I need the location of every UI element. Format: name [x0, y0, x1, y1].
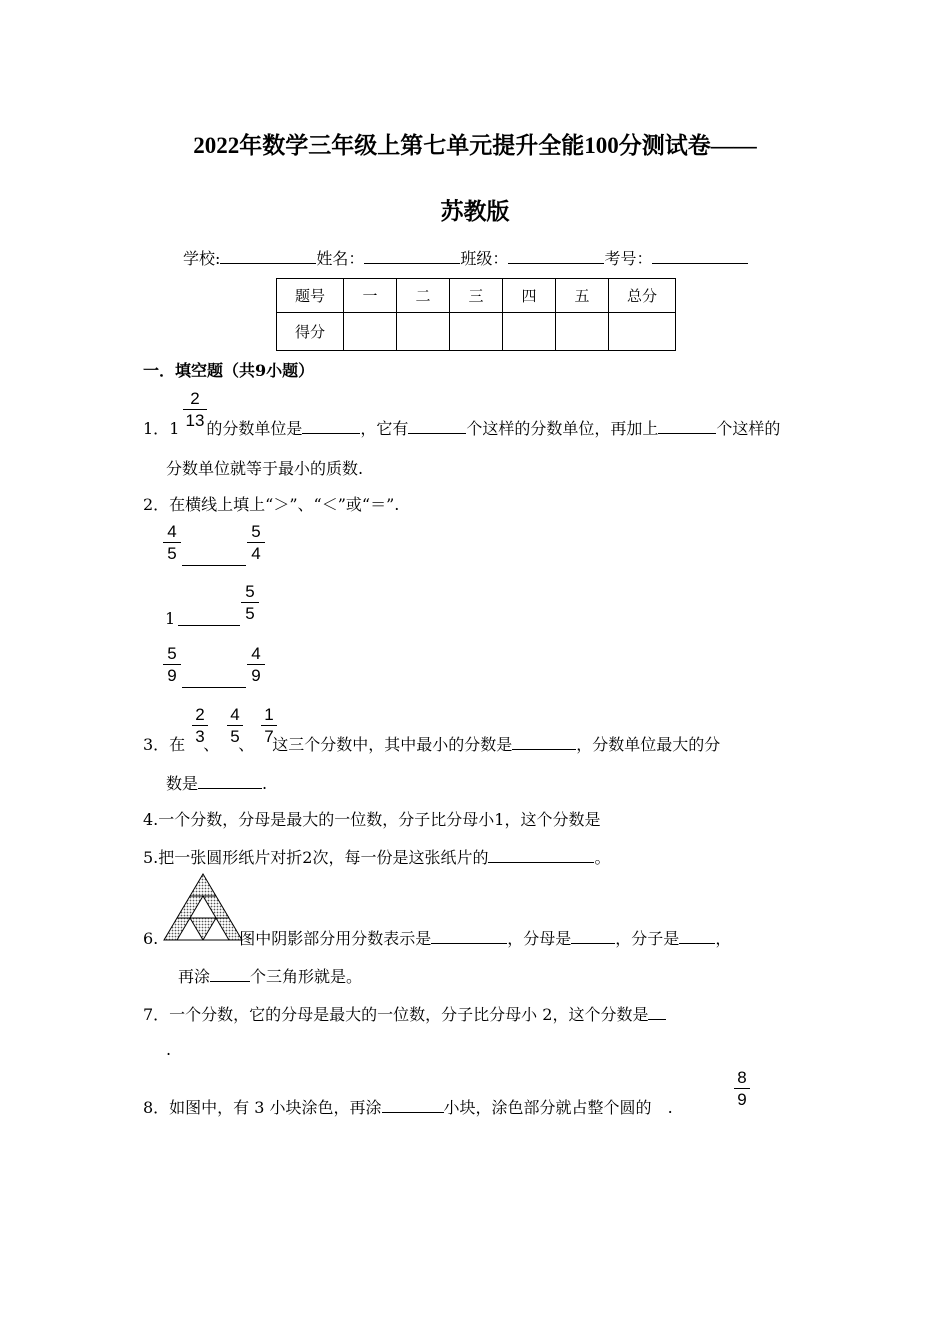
q1-blank1[interactable]: [302, 417, 360, 434]
q8-blank[interactable]: [382, 1096, 444, 1113]
q2-row1-right-fraction: [247, 522, 265, 563]
numerator: 4: [230, 705, 240, 724]
q3-prefix: 3．在: [143, 735, 186, 754]
name-label: 姓名：: [316, 249, 365, 268]
number-field[interactable]: [652, 247, 748, 264]
q6-prefix: 6.: [143, 929, 159, 948]
denominator: 7: [264, 727, 274, 746]
denominator: 3: [195, 727, 205, 746]
q2-row2-left: 1: [165, 609, 176, 628]
denominator: 5: [230, 727, 240, 746]
q1-text1: 的分数单位是: [206, 419, 303, 438]
q5-blank[interactable]: [488, 846, 594, 863]
score-cell[interactable]: [556, 313, 609, 351]
denominator: 9: [251, 666, 261, 685]
q6-line1: [143, 926, 731, 949]
q8-text2: 小块，涂色部分就占整个圆的: [443, 1098, 652, 1117]
q2-row2-right-fraction: [241, 582, 259, 623]
denominator: 9: [737, 1090, 747, 1109]
numerator: 1: [264, 705, 274, 724]
q7-blank[interactable]: [648, 1003, 666, 1020]
q4-question: 4.一个分数，分母是最大的一位数，分子比分母小1，这个分数是: [143, 810, 601, 829]
denominator: 5: [167, 544, 177, 563]
q2-question: 2．在横线上填上“＞”、“＜”或“＝”.: [143, 495, 400, 514]
section-heading: 一．填空题（共9小题）: [143, 361, 315, 380]
score-cell[interactable]: [503, 313, 556, 351]
q5-end: 。: [594, 848, 611, 867]
q6-line2a: 再涂: [178, 967, 211, 986]
denominator: 9: [167, 666, 177, 685]
numerator: 2: [195, 705, 205, 724]
fraction-bar: [247, 542, 265, 543]
q6-blank2[interactable]: [571, 927, 615, 944]
numerator: 5: [167, 644, 177, 663]
q6-text2: ，分母是: [507, 929, 572, 948]
q1-text2: ，它有: [360, 419, 409, 438]
score-header-cell: 五: [556, 279, 609, 313]
score-header-cell: 总分: [609, 279, 676, 313]
name-field[interactable]: [364, 247, 460, 264]
q6-blank3[interactable]: [679, 927, 715, 944]
q7-text: 7．一个分数，它的分母是最大的一位数，分子比分母小 2，这个分数是: [143, 1005, 649, 1024]
q6-line2b: 个三角形就是。: [250, 967, 363, 986]
q6-text1: 图中阴影部分用分数表示是: [239, 929, 432, 948]
q8-text1: 8．如图中，有 3 小块涂色，再涂: [143, 1098, 382, 1117]
q3-line2-end: .: [262, 774, 268, 793]
q2-row3-right-fraction: [247, 644, 265, 685]
q1-numerator: 2: [190, 389, 200, 408]
q8-line: [143, 1095, 673, 1118]
q3-line1: [143, 732, 720, 755]
q1-blank3[interactable]: [658, 417, 716, 434]
denominator: 5: [245, 604, 255, 623]
score-header-cell: 二: [397, 279, 450, 313]
q5-text: 5.把一张圆形纸片对折2次，每一份是这张纸片的: [143, 848, 489, 867]
q2-row1-left-fraction: [163, 522, 181, 563]
q6-text4: ，: [715, 929, 732, 948]
q2-row3-blank[interactable]: [182, 671, 246, 688]
score-row-label: 得分: [277, 313, 344, 351]
fraction-bar: [227, 725, 243, 726]
q7-line1: [143, 1002, 666, 1025]
q3-blank2[interactable]: [198, 772, 262, 789]
q2-row3-left-fraction: [163, 644, 181, 685]
q7-line2: .: [166, 1040, 172, 1059]
info-line: [183, 246, 748, 269]
q1-whole: 1: [169, 419, 180, 438]
q3-sep1: 、: [203, 735, 220, 754]
q1-blank2[interactable]: [408, 417, 466, 434]
class-field[interactable]: [508, 247, 604, 264]
q1-prefix: 1．: [143, 419, 170, 438]
q3-sep2: 、: [238, 735, 255, 754]
score-cell[interactable]: [450, 313, 503, 351]
fraction-bar: [192, 725, 208, 726]
q6-text3: ，分子是: [615, 929, 680, 948]
q3-text1: 这三个分数中，其中最小的分数是: [272, 735, 513, 754]
fraction-bar: [163, 664, 181, 665]
q1-denominator: 13: [185, 411, 205, 430]
score-cell[interactable]: [609, 313, 676, 351]
q1-text3: 个这样的分数单位，再加上: [466, 419, 659, 438]
q3-line2-text: 数是: [166, 774, 199, 793]
q1-text4: 个这样的: [716, 419, 781, 438]
score-header-cell: 一: [344, 279, 397, 313]
q3-text2: ，分数单位最大的分: [576, 735, 721, 754]
number-label: 考号：: [604, 249, 653, 268]
fraction-bar: [734, 1088, 750, 1089]
fraction-bar: [261, 725, 277, 726]
school-field[interactable]: [220, 247, 316, 264]
score-header-cell: 题号: [277, 279, 344, 313]
q8-fraction: [734, 1068, 750, 1109]
score-cell[interactable]: [397, 313, 450, 351]
numerator: 4: [167, 522, 177, 541]
q3-blank1[interactable]: [512, 733, 576, 750]
q2-row1-blank[interactable]: [182, 549, 246, 566]
fraction-bar: [183, 409, 207, 410]
score-cell[interactable]: [344, 313, 397, 351]
q2-row2-blank[interactable]: [178, 609, 240, 626]
fraction-bar: [247, 664, 265, 665]
denominator: 4: [251, 544, 261, 563]
q6-blank1[interactable]: [431, 927, 507, 944]
numerator: 4: [251, 644, 261, 663]
q5-question: [143, 845, 610, 868]
q6-line2: [178, 964, 362, 987]
q1-line1: [143, 416, 780, 439]
q8-end: .: [667, 1098, 673, 1117]
numerator: 5: [245, 582, 255, 601]
numerator: 5: [251, 522, 261, 541]
page-title-line2: 苏教版: [440, 199, 510, 224]
numerator: 8: [737, 1068, 747, 1087]
fraction-bar: [241, 602, 259, 603]
score-header-cell: 四: [503, 279, 556, 313]
q3-line2: [166, 771, 267, 794]
score-header-cell: 三: [450, 279, 503, 313]
page-title-line1: 2022年数学三年级上第七单元提升全能100分测试卷——: [193, 133, 757, 158]
school-label: 学校:: [183, 249, 221, 268]
q6-blank4[interactable]: [210, 965, 250, 982]
fraction-bar: [163, 542, 181, 543]
score-table: [276, 278, 676, 351]
class-label: 班级：: [460, 249, 509, 268]
q1-line2: 分数单位就等于最小的质数.: [166, 459, 364, 478]
